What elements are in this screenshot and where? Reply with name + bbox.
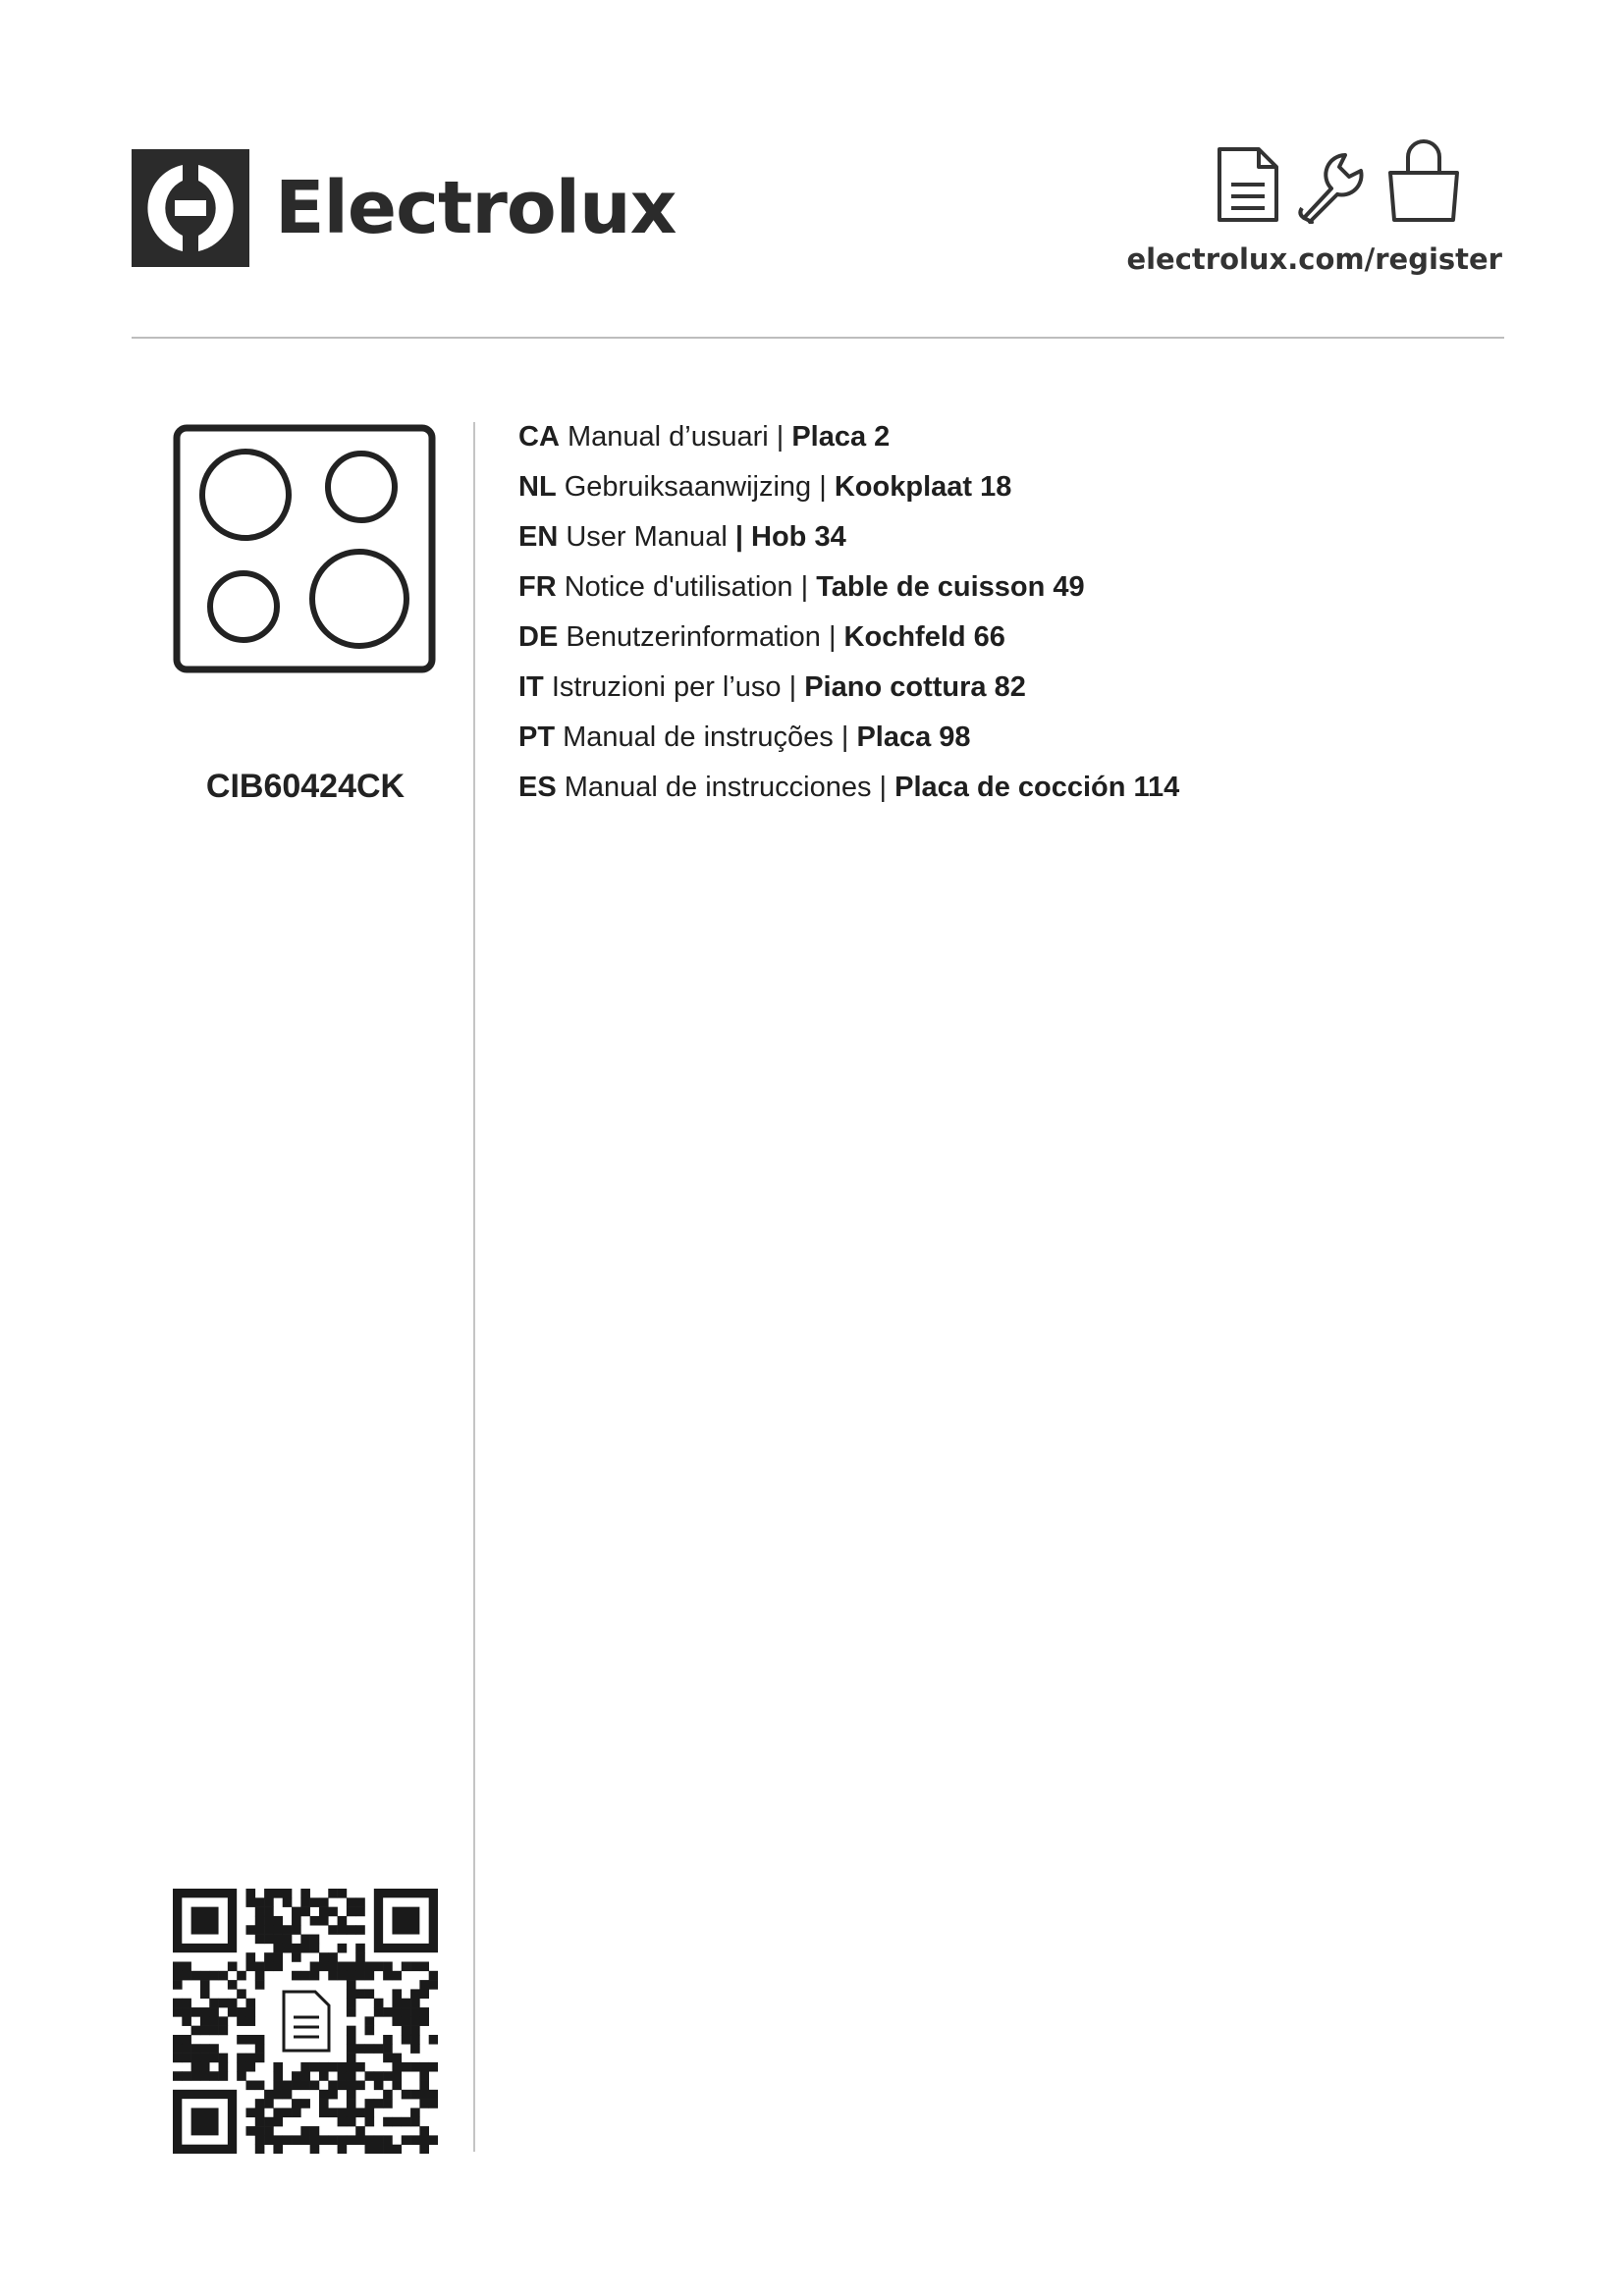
qr-code-icon[interactable]	[173, 1889, 438, 2154]
manual-title: Istruzioni per l’uso	[551, 671, 782, 703]
language-item-de: DE Benutzerinformation | Kochfeld 66	[518, 621, 1005, 653]
language-code: FR	[518, 571, 557, 603]
register-icons	[1216, 139, 1463, 224]
manual-title: Notice d'utilisation	[564, 571, 793, 603]
language-code: DE	[518, 621, 559, 653]
language-code: IT	[518, 671, 544, 703]
language-item-it: IT Istruzioni per l’uso | Piano cottura 82	[518, 671, 1026, 703]
product-page: Kookplaat 18	[834, 471, 1012, 503]
product-page: Table de cuisson 49	[816, 571, 1085, 603]
product-page: Kochfeld 66	[843, 621, 1005, 653]
manual-title: Manual d’usuari	[567, 421, 769, 453]
language-item-ca: CA Manual d’usuari | Placa 2	[518, 421, 891, 453]
brand-wordmark: Electrolux	[275, 166, 677, 250]
language-code: PT	[518, 721, 556, 753]
document-icon	[284, 1992, 329, 2051]
register-link[interactable]: electrolux.com/register	[1126, 242, 1502, 276]
language-code: EN	[518, 521, 559, 553]
product-page: Placa 2	[791, 421, 891, 453]
language-list	[518, 420, 1179, 821]
language-item-en: EN User Manual | Hob 34	[518, 521, 846, 553]
shopping-bag-icon	[1384, 139, 1463, 224]
brand-logo	[132, 149, 676, 267]
product-page: Hob 34	[751, 521, 846, 553]
language-item-es: ES Manual de instrucciones | Placa de cocción 114	[518, 772, 1180, 803]
hob-icon	[173, 424, 436, 673]
model-number: CIB60424CK	[205, 768, 406, 805]
manual-title: User Manual	[566, 521, 728, 553]
column-divider	[473, 422, 475, 2152]
electrolux-logo-icon	[132, 149, 249, 267]
wrench-icon	[1294, 145, 1371, 224]
manual-title: Manual de instrucciones	[564, 772, 872, 803]
language-code: CA	[518, 421, 560, 453]
product-page: Placa de cocción 114	[894, 772, 1180, 803]
manual-title: Gebruiksaanwijzing	[564, 471, 812, 503]
product-page: Piano cottura 82	[804, 671, 1026, 703]
language-item-pt: PT Manual de instruções | Placa 98	[518, 721, 971, 753]
language-item-nl: NL Gebruiksaanwijzing | Kookplaat 18	[518, 471, 1012, 503]
language-code: ES	[518, 772, 557, 803]
language-item-fr: FR Notice d'utilisation | Table de cuisson 49	[518, 571, 1085, 603]
document-icon	[1216, 145, 1280, 224]
product-page: Placa 98	[856, 721, 971, 753]
language-code: NL	[518, 471, 557, 503]
manual-title: Benutzerinformation	[566, 621, 821, 653]
header-divider	[132, 337, 1504, 339]
manual-title: Manual de instruções	[563, 721, 834, 753]
